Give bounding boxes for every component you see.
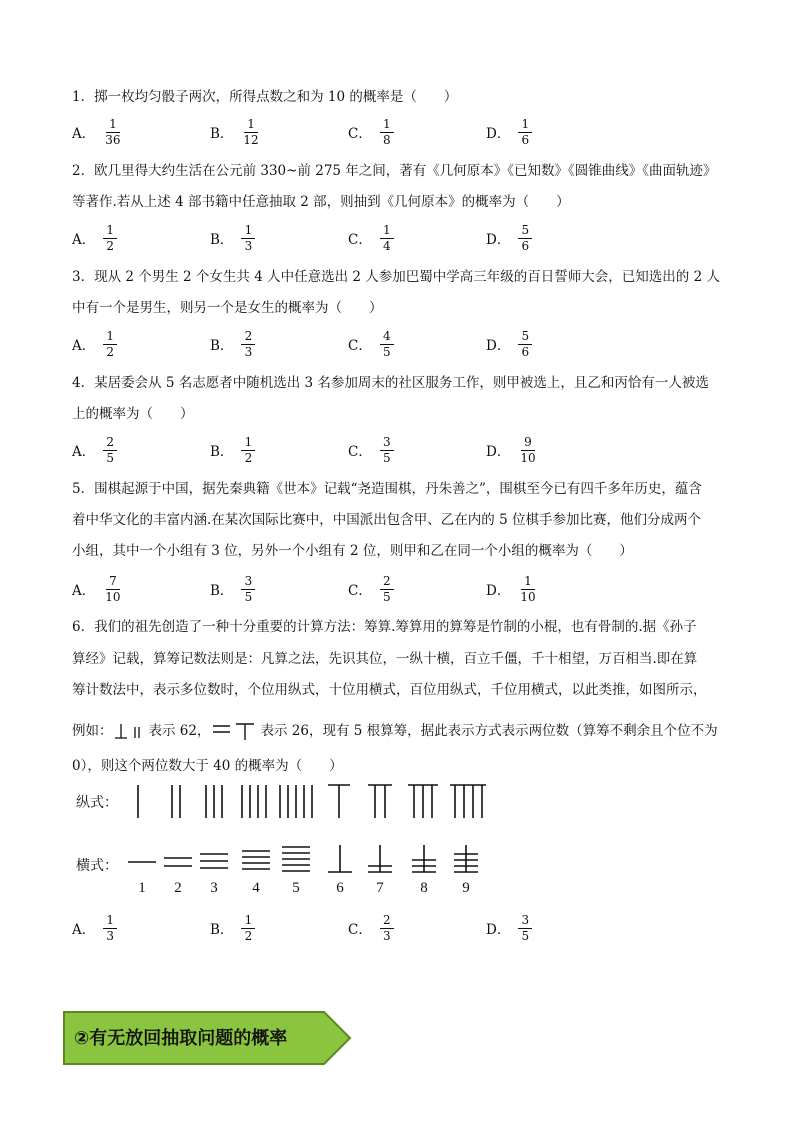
q2-stem-line-2: 等著作.若从上述 4 部书籍中任意抽取 2 部，则抽到《几何原本》的概率为（ ） [72,194,570,210]
q5-stem-line-3: 小组，其中一个小组有 3 位，另外一个小组有 2 位，则甲和乙在同一个小组的概率为（ ） [72,543,633,559]
q5-stem-line-1: 5．围棋起源于中国，据先秦典籍《世本》记载“尧造围棋，丹朱善之”，围棋至今已有四千多年历史，蕴含 [72,481,702,497]
horizontal-rod-5 [282,847,310,871]
q3-option-b: B． $\frac{2}{3}$ [210,327,255,361]
q5-option-a: A． $\frac{7}{10}$ [72,573,121,604]
digit-label-9: 9 [462,880,470,896]
figure-vertical-label: 纵式： [76,795,118,811]
q6-stem-last-line: 0），则这个两位数大于 40 的概率为（ ） [72,758,343,774]
q2-stem-line-1: 2．欧几里得大约生活在公元前 330~前 275 年之间，著有《几何原本》《已知数》《圆锥曲线》《曲面轨迹》 [72,163,717,179]
q6-option-b: B． $\frac{1}{2}$ [210,911,255,945]
q2-option-c: C． $\frac{1}{4}$ [348,221,394,255]
digit-label-3: 3 [210,880,218,896]
q3-stem-line-2: 中有一个是男生，则另一个是女生的概率为（ ） [72,300,383,316]
q1-stem: 1．掷一枚均匀骰子两次，所得点数之和为 10 的概率是（ ） [72,89,458,105]
q3-option-c: C． $\frac{4}{5}$ [348,327,394,361]
digit-label-6: 6 [336,880,344,896]
digit-label-4: 4 [252,880,260,896]
q3-option-d: D． $\frac{5}{6}$ [486,327,532,361]
q1-option-a: A． $\frac{1}{36}$ [72,116,121,147]
q6-example-prefix: 例如： [72,723,113,739]
q4-option-c: C． $\frac{3}{5}$ [348,433,394,467]
q5-option-c: C． $\frac{2}{5}$ [348,572,394,606]
q3-stem-line-1: 3．现从 2 个男生 2 个女生共 4 人中任意选出 2 人参加巴蜀中学高三年级的百日誓师大会，已知选出的 2 人 [72,269,720,285]
digit-label-5: 5 [292,880,300,896]
q2-option-a: A． $\frac{1}{2}$ [72,221,117,255]
horizontal-rod-4 [242,851,270,869]
q1-option-d: D． $\frac{1}{6}$ [486,115,532,149]
horizontal-rod-7 [368,845,392,872]
q6-example-text-2: 表示 26，现有 5 根算筹，据此表示方式表示两位数（算筹不剩余且个位不为 [260,723,718,739]
q3-option-a: A． $\frac{1}{2}$ [72,327,117,361]
q4-stem-line-1: 4．某居委会从 5 名志愿者中随机选出 3 名参加周末的社区服务工作，则甲被选上，且乙和丙恰有一人被选 [72,375,709,391]
q2-option-d: D． $\frac{5}{6}$ [486,221,532,255]
q6-option-a: A． $\frac{1}{3}$ [72,911,117,945]
q6-stem-line-3: 筹计数法中，表示多位数时，个位用纵式，十位用横式，百位用纵式，千位用横式，以此类推，如图所示， [72,682,707,698]
q4-option-a: A． $\frac{2}{5}$ [72,433,117,467]
vertical-rod-3 [206,785,222,818]
q4-option-d: D． $\frac{9}{10}$ [486,434,536,465]
q4-stem-line-2: 上的概率为（ ） [72,406,194,422]
q4-option-b: B． $\frac{1}{2}$ [210,433,255,467]
vertical-rod-6 [328,785,350,818]
horizontal-rod-2 [164,858,192,866]
digit-label-8: 8 [420,880,428,896]
digit-label-2: 2 [174,880,182,896]
figure-horizontal-label: 横式： [76,858,118,874]
horizontal-rod-3 [200,854,228,868]
section-banner-title: ②有无放回抽取问题的概率 [74,1028,288,1049]
vertical-rod-8 [408,785,438,818]
q6-option-d: D． $\frac{3}{5}$ [486,911,532,945]
q5-stem-line-2: 着中华文化的丰富内涵.在某次国际比赛中，中国派出包含甲、乙在内的 5 位棋手参加比赛，他们分成两个 [72,512,701,528]
q6-stem-line-1: 6．我们的祖先创造了一种十分重要的计算方法：筹算.筹算用的算筹是竹制的小棍，也有骨制的.据《孙子 [72,619,697,635]
vertical-rod-9 [450,785,486,818]
vertical-rod-2 [172,785,180,818]
q1-option-b: B． $\frac{1}{12}$ [210,116,259,147]
q2-option-b: B． $\frac{1}{3}$ [210,221,255,255]
digit-label-1: 1 [138,880,146,896]
q6-example-text-1: 表示 62， [148,723,211,739]
horizontal-rod-9 [454,845,478,872]
q6-option-c: C． $\frac{2}{3}$ [348,911,394,945]
q5-option-b: B． $\frac{3}{5}$ [210,572,255,606]
vertical-rod-5 [280,785,312,818]
digit-label-7: 7 [376,880,384,896]
vertical-rod-7 [368,785,392,818]
horizontal-rod-6 [328,845,352,872]
q5-option-d: D． $\frac{1}{10}$ [486,573,536,604]
q6-stem-line-2: 算经》记载，算筹记数法则是：凡算之法，先识其位，一纵十横，百立千僵，千十相望，万百相当.即在算 [72,651,698,667]
q1-option-c: C． $\frac{1}{8}$ [348,115,394,149]
vertical-rod-4 [242,785,266,818]
horizontal-rod-8 [412,845,436,872]
